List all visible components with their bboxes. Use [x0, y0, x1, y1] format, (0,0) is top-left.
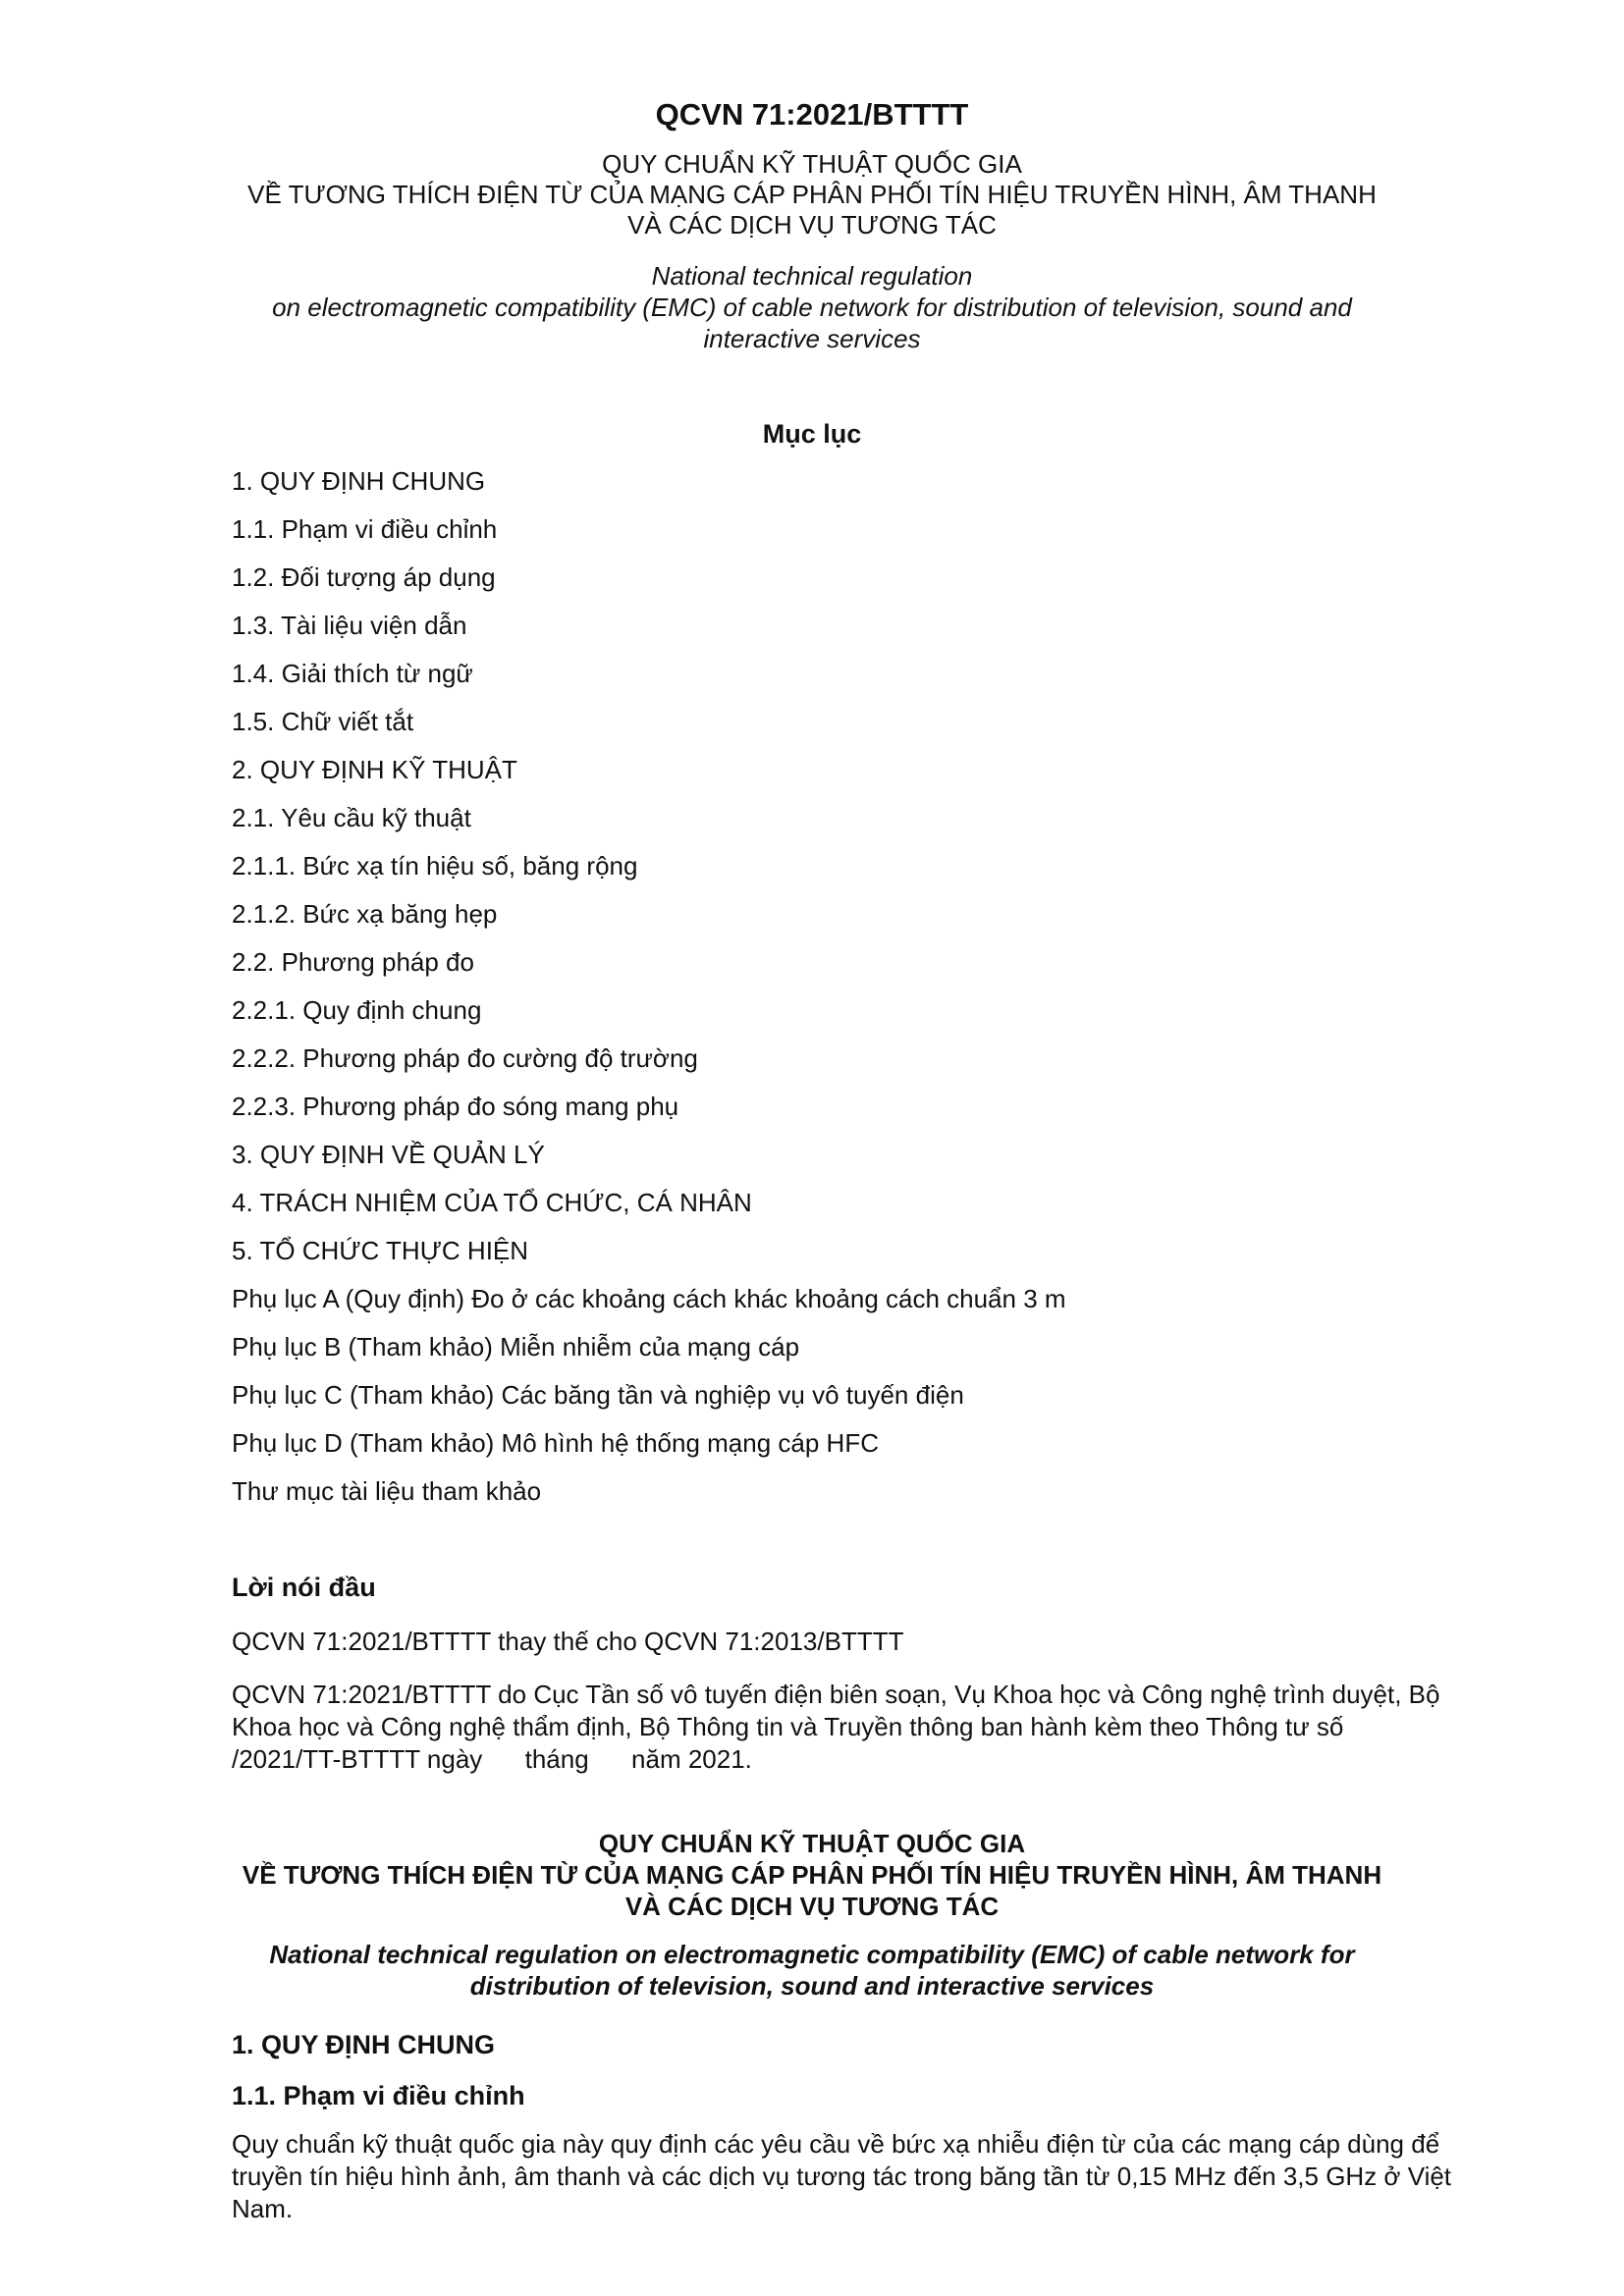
toc-item[interactable]: Phụ lục D (Tham khảo) Mô hình hệ thống mạng cáp HFC — [232, 1428, 879, 1458]
body-title-vn-line: QUY CHUẨN KỸ THUẬT QUỐC GIA — [598, 1829, 1026, 1858]
body-title-vn-line: VÀ CÁC DỊCH VỤ TƯƠNG TÁC — [624, 1892, 1000, 1921]
title-vietnamese — [196, 149, 1428, 240]
toc-item[interactable]: 1.4. Giải thích từ ngữ — [232, 659, 473, 688]
foreword-paragraph: QCVN 71:2021/BTTTT do Cục Tần số vô tuyến điện biên soạn, Vụ Khoa học và Công nghệ trình duyệt, Bộ Khoa học và Công nghệ thẩm định, Bộ Thông tin và Truyền thông ban hành kèm theo Thông tư số /2021/TT-BTTTT ngày tháng năm 2021. — [232, 1680, 1447, 1774]
toc-item[interactable]: 1.3. Tài liệu viện dẫn — [232, 611, 467, 640]
title-en-line: interactive services — [703, 324, 921, 353]
toc-item[interactable]: 1. QUY ĐỊNH CHUNG — [232, 466, 486, 496]
toc-item[interactable]: 2.2.1. Quy định chung — [232, 995, 482, 1025]
toc-item[interactable]: Thư mục tài liệu tham khảo — [232, 1476, 542, 1506]
body-title-vietnamese — [196, 1828, 1428, 1922]
toc-item[interactable]: 5. TỔ CHỨC THỰC HIỆN — [232, 1236, 529, 1265]
foreword-heading: Lời nói đầu — [232, 1573, 376, 1602]
regulation-code: QCVN 71:2021/BTTTT — [655, 97, 969, 132]
subsection-heading: 1.1. Phạm vi điều chỉnh — [232, 2081, 525, 2110]
toc-item[interactable]: 4. TRÁCH NHIỆM CỦA TỔ CHỨC, CÁ NHÂN — [232, 1188, 752, 1217]
title-english — [196, 260, 1428, 354]
toc-item[interactable]: 1.1. Phạm vi điều chỉnh — [232, 514, 498, 544]
toc-heading: Mục lục — [762, 419, 862, 449]
toc-item[interactable]: 2. QUY ĐỊNH KỸ THUẬT — [232, 755, 517, 784]
section-paragraph: Quy chuẩn kỹ thuật quốc gia này quy định các yêu cầu về bức xạ nhiễu điện từ của các mạng cáp dùng để truyền tín hiệu hình ảnh, âm thanh và các dịch vụ tương tác trong băng tần từ 0,15 MHz đến 3,5 GHz ở Việt Nam. — [232, 2129, 1452, 2223]
toc-item[interactable]: 2.2. Phương pháp đo — [232, 947, 474, 977]
toc-item[interactable]: 1.5. Chữ viết tắt — [232, 707, 414, 736]
toc-item[interactable]: 3. QUY ĐỊNH VỀ QUẢN LÝ — [232, 1140, 545, 1169]
table-of-contents — [0, 466, 1624, 1524]
toc-item[interactable]: Phụ lục C (Tham khảo) Các băng tần và nghiệp vụ vô tuyến điện — [232, 1380, 964, 1410]
body-title-vn-line: VỀ TƯƠNG THÍCH ĐIỆN TỪ CỦA MẠNG CÁP PHÂN PHỐI TÍN HIỆU TRUYỀN HÌNH, ÂM THANH — [242, 1860, 1382, 1890]
title-en-line: National technical regulation — [651, 261, 973, 291]
section-heading: 1. QUY ĐỊNH CHUNG — [232, 2030, 496, 2059]
toc-item[interactable]: 2.1.2. Bức xạ băng hẹp — [232, 899, 498, 929]
toc-item[interactable]: Phụ lục A (Quy định) Đo ở các khoảng cách khác khoảng cách chuẩn 3 m — [232, 1284, 1066, 1313]
foreword-paragraph: QCVN 71:2021/BTTTT thay thế cho QCVN 71:2013/BTTTT — [232, 1627, 904, 1656]
toc-item[interactable]: Phụ lục B (Tham khảo) Miễn nhiễm của mạng cáp — [232, 1332, 800, 1362]
body-title-en-line: distribution of television, sound and interactive services — [469, 1971, 1155, 2001]
toc-item[interactable]: 2.1.1. Bức xạ tín hiệu số, băng rộng — [232, 851, 638, 881]
title-vn-line: VỀ TƯƠNG THÍCH ĐIỆN TỪ CỦA MẠNG CÁP PHÂN PHỐI TÍN HIỆU TRUYỀN HÌNH, ÂM THANH — [247, 180, 1377, 209]
body-title-en-line: National technical regulation on electromagnetic compatibility (EMC) of cable network for — [269, 1940, 1355, 1969]
toc-item[interactable]: 2.1. Yêu cầu kỹ thuật — [232, 803, 471, 832]
body-title-english — [196, 1939, 1428, 2002]
title-vn-line: VÀ CÁC DỊCH VỤ TƯƠNG TÁC — [627, 210, 997, 240]
toc-item[interactable]: 2.2.2. Phương pháp đo cường độ trường — [232, 1043, 698, 1073]
toc-item[interactable]: 1.2. Đối tượng áp dụng — [232, 562, 496, 592]
toc-item[interactable]: 2.2.3. Phương pháp đo sóng mang phụ — [232, 1092, 679, 1121]
title-vn-line: QUY CHUẨN KỸ THUẬT QUỐC GIA — [602, 149, 1022, 179]
title-en-line: on electromagnetic compatibility (EMC) of cable network for distribution of television, sound and — [272, 293, 1352, 322]
